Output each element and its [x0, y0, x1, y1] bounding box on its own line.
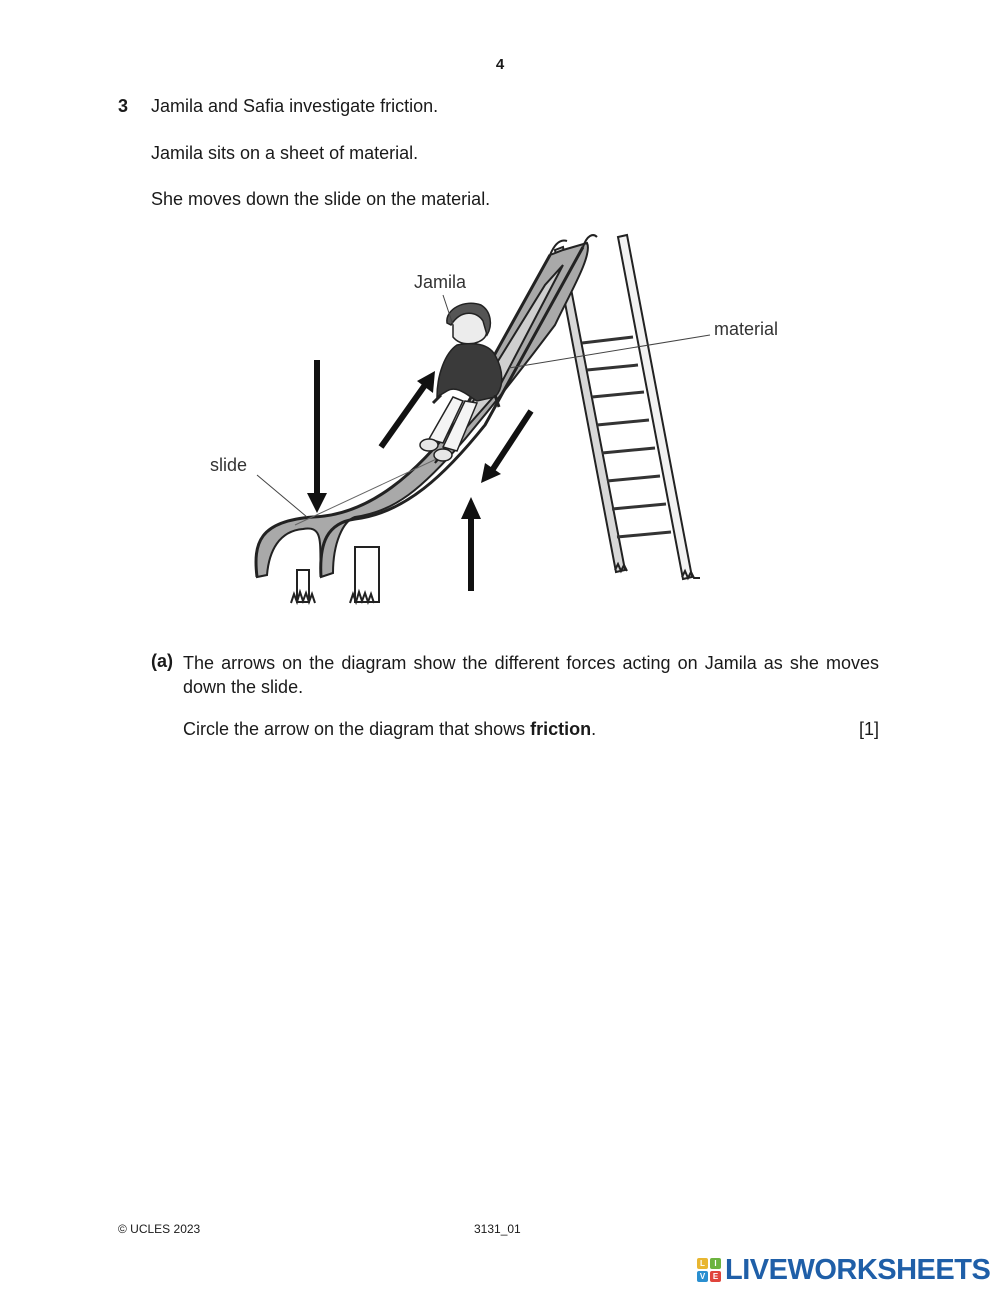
logo-block-e: E — [710, 1271, 721, 1282]
question-line-1: Jamila and Safia investigate friction. — [151, 96, 439, 116]
logo-block-v: V — [697, 1271, 708, 1282]
part-a-text: The arrows on the diagram show the different forces acting on Jamila as she moves down the slide. — [183, 653, 879, 697]
part-a-instruction — [183, 719, 596, 740]
footer-code: 3131_01 — [474, 1222, 521, 1236]
question-line-3: She moves down the slide on the material. — [151, 189, 491, 209]
weight-arrow — [307, 360, 327, 513]
label-slide: slide — [210, 455, 248, 475]
part-a-label: (a) — [151, 651, 173, 671]
logo-block-l: L — [697, 1258, 708, 1269]
down-slope-arrow — [481, 411, 531, 483]
instruction-keyword: friction — [530, 719, 592, 739]
logo-block-i: I — [710, 1258, 721, 1269]
ladder — [555, 235, 700, 579]
question-line-2: Jamila sits on a sheet of material. — [151, 143, 419, 163]
instruction-suffix: . — [591, 719, 597, 739]
upward-arrow — [461, 497, 481, 591]
page-number: 4 — [495, 56, 505, 73]
label-jamila: Jamila — [413, 272, 467, 292]
footer-copyright: © UCLES 2023 — [118, 1222, 201, 1236]
slide-diagram — [195, 225, 815, 615]
question-number: 3 — [118, 96, 129, 116]
marks-label: [1] — [858, 719, 879, 739]
label-material: material — [714, 319, 779, 339]
logo-text: LIVEWORKSHEETS — [725, 1253, 991, 1286]
instruction-prefix: Circle the arrow on the diagram that shows — [183, 719, 531, 739]
logo-blocks — [697, 1258, 721, 1282]
liveworksheets-logo[interactable] — [697, 1252, 990, 1288]
up-slope-arrow — [381, 371, 435, 447]
